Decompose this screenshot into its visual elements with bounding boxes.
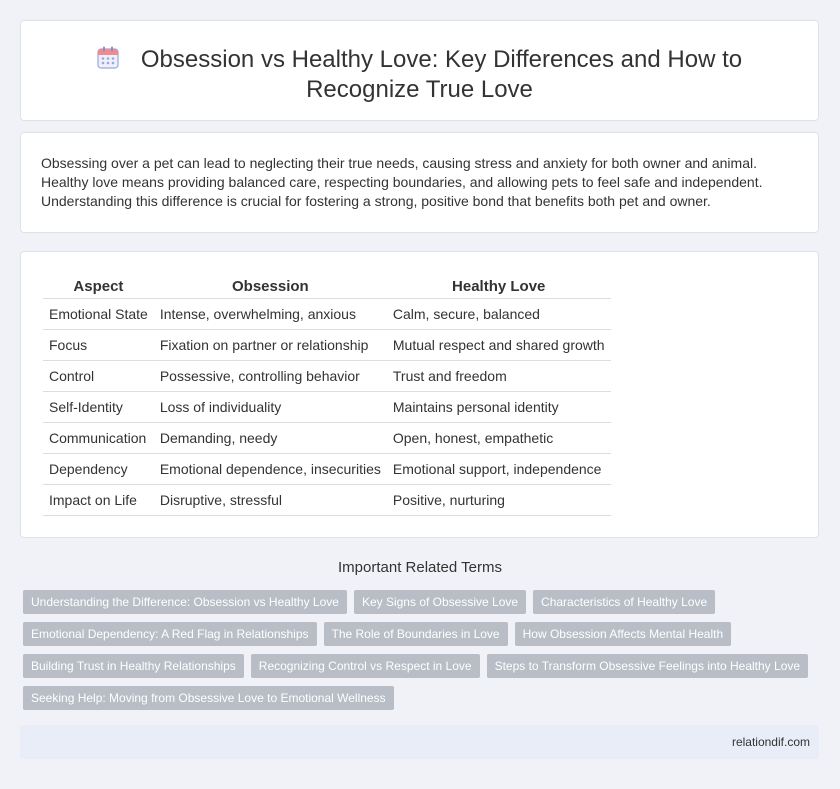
table-cell: Calm, secure, balanced bbox=[387, 298, 611, 329]
table-cell: Emotional dependence, insecurities bbox=[154, 453, 387, 484]
table-cell: Dependency bbox=[43, 453, 154, 484]
table-row bbox=[43, 422, 611, 453]
title-line-2: Recognize True Love bbox=[306, 76, 533, 103]
table-row bbox=[43, 360, 611, 391]
table-cell: Control bbox=[43, 360, 154, 391]
intro-paragraph: Obsessing over a pet can lead to neglecting their true needs, causing stress and anxiety for both owner and animal. Healthy love means providing balanced care, respecting boundaries, and allowing pets to feel safe and independent. Understanding this difference is crucial for fostering a strong, positive bond that benefits both pet and owner. bbox=[41, 155, 763, 209]
page-title bbox=[21, 45, 818, 105]
table-cell: Demanding, needy bbox=[154, 422, 387, 453]
related-tag-link[interactable]: Seeking Help: Moving from Obsessive Love to Emotional Wellness bbox=[23, 686, 394, 710]
table-cell: Mutual respect and shared growth bbox=[387, 329, 611, 360]
table-row bbox=[43, 484, 611, 515]
table-cell: Self-Identity bbox=[43, 391, 154, 422]
table-row bbox=[43, 298, 611, 329]
tag-row bbox=[23, 654, 813, 678]
title-line-1: Obsession vs Healthy Love: Key Differences and How to bbox=[140, 46, 743, 73]
related-tag-link[interactable]: Steps to Transform Obsessive Feelings into Healthy Love bbox=[487, 654, 808, 678]
footer bbox=[20, 725, 819, 759]
table-cell: Positive, nurturing bbox=[387, 484, 611, 515]
table-cell: Open, honest, empathetic bbox=[387, 422, 611, 453]
tag-row bbox=[23, 622, 813, 646]
table-cell: Fixation on partner or relationship bbox=[154, 329, 387, 360]
related-terms-title: Important Related Terms bbox=[338, 559, 502, 576]
related-tag-link[interactable]: How Obsession Affects Mental Health bbox=[515, 622, 732, 646]
related-tag-link[interactable]: Emotional Dependency: A Red Flag in Relationships bbox=[23, 622, 317, 646]
header-card bbox=[20, 20, 819, 121]
table-cell: Emotional support, independence bbox=[387, 453, 611, 484]
related-tags bbox=[23, 590, 813, 718]
table-cell: Disruptive, stressful bbox=[154, 484, 387, 515]
header-aspect: Aspect bbox=[73, 277, 124, 295]
table-cell: Trust and freedom bbox=[387, 360, 611, 391]
table-cell: Possessive, controlling behavior bbox=[154, 360, 387, 391]
related-tag-link[interactable]: Key Signs of Obsessive Love bbox=[354, 590, 526, 614]
table-cell: Intense, overwhelming, anxious bbox=[154, 298, 387, 329]
related-tag-link[interactable]: Recognizing Control vs Respect in Love bbox=[251, 654, 480, 678]
related-tag-link[interactable]: Building Trust in Healthy Relationships bbox=[23, 654, 244, 678]
header-healthy-love: Healthy Love bbox=[452, 277, 546, 295]
related-tag-link[interactable]: Understanding the Difference: Obsession vs Healthy Love bbox=[23, 590, 347, 614]
table-row bbox=[43, 391, 611, 422]
tag-row bbox=[23, 590, 813, 614]
table-cell: Loss of individuality bbox=[154, 391, 387, 422]
calendar-icon bbox=[97, 46, 119, 70]
table-cell: Emotional State bbox=[43, 298, 154, 329]
table-row bbox=[43, 329, 611, 360]
table-header-row bbox=[43, 275, 611, 298]
table-cell: Impact on Life bbox=[43, 484, 154, 515]
table-cell: Focus bbox=[43, 329, 154, 360]
comparison-card bbox=[20, 251, 819, 538]
related-tag-link[interactable]: The Role of Boundaries in Love bbox=[324, 622, 508, 646]
table-cell: Maintains personal identity bbox=[387, 391, 611, 422]
table-cell: Communication bbox=[43, 422, 154, 453]
related-tag-link[interactable]: Characteristics of Healthy Love bbox=[533, 590, 715, 614]
comparison-table bbox=[43, 275, 611, 516]
tag-row bbox=[23, 686, 813, 710]
footer-site-link[interactable]: relationdif.com bbox=[731, 735, 810, 749]
table-row bbox=[43, 453, 611, 484]
intro-card bbox=[20, 132, 819, 233]
header-obsession: Obsession bbox=[232, 277, 309, 295]
